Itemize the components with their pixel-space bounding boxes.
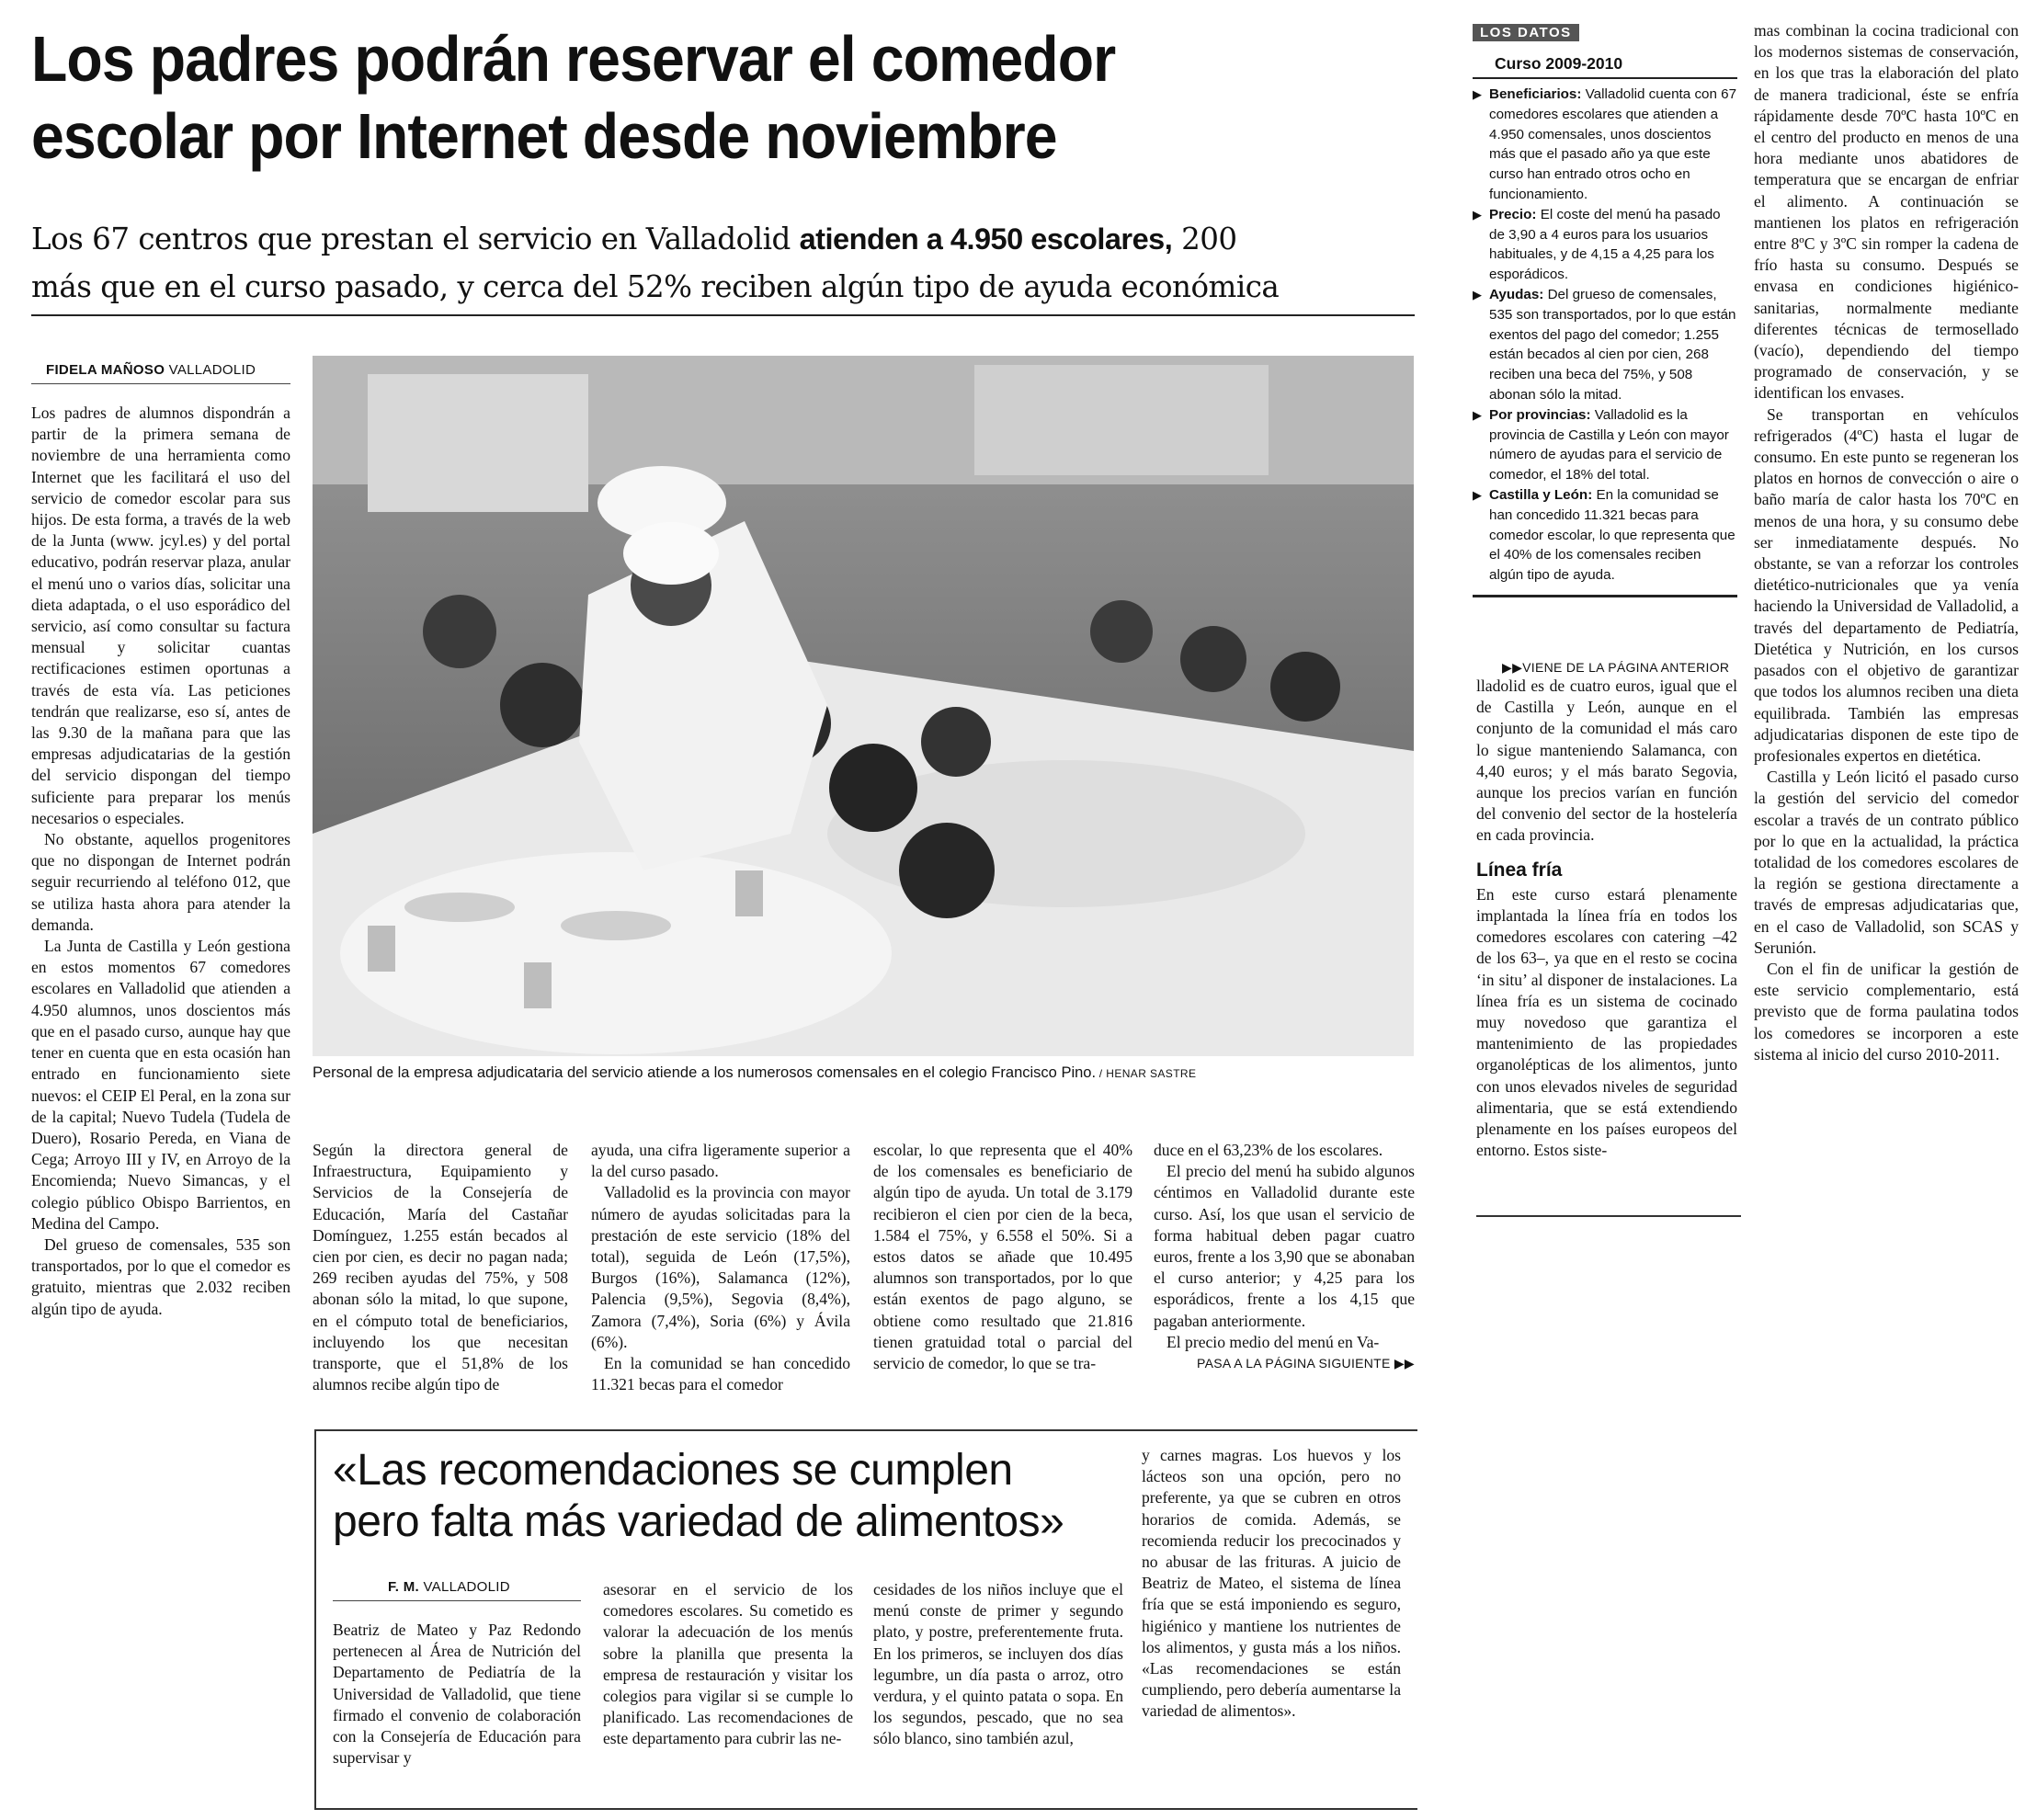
byline-place: VALLADOLID [168, 362, 256, 378]
subhead-line-1-a: Los 67 centros que prestan el servicio en Valladolid [31, 222, 800, 256]
paragraph: lladolid es de cuatro euros, igual que el de Castilla y León, aunque en el conjunto de la comunidad el más caro lo sigue manteniendo Salamanca, con 4,40 euros; y el más barato Segovia, aunque los precios varían en función del convenio del sector de la hostelería en cada provincia. [1476, 677, 1737, 845]
triangle-bullet-icon: ▶ [1473, 207, 1482, 222]
column-1-text [31, 403, 290, 1320]
paragraph: duce en el 63,23% de los escolares. [1154, 1141, 1383, 1159]
article-column-4 [873, 1140, 1132, 1374]
subhead-line-2: más que en el curso pasado, y cerca del 52% reciben algún tipo de ayuda económica [31, 269, 1280, 304]
paragraph: En la comunidad se han concedido 11.321 becas para el comedor [591, 1354, 850, 1394]
photo-caption [313, 1064, 1416, 1082]
triangle-bullet-icon: ▶ [1473, 87, 1482, 101]
caption-text: Personal de la empresa adjudicataria del servicio atiende a los numerosos comensales en el colegio Francisco Pino. [313, 1064, 1097, 1081]
article-column-2 [313, 1140, 568, 1395]
data-item [1473, 285, 1737, 405]
paragraph: cesidades de los niños incluye que el menú conste de primer y segundo plato, y postre, preferentemente fruta. En los primeros, se incluyen dos días legumbre, un día pasta o arroz, otro verdura, y el quinto patata o sopa. En los segundos, pescado, que no sea sólo blanco, sino también azul, [873, 1580, 1123, 1748]
paragraph: No obstante, aquellos progenitores que no dispongan de Internet podrán seguir recurriendo al teléfono 012, que se utiliza hasta ahora para atender la demanda. [31, 830, 290, 934]
paragraph: En este curso estará plenamente implantada la línea fría en todos los comedores escolares con catering –42 de los 63–, ya que en el resto se cocina ‘in situ’ al disponer de instalaciones. La línea fría es un sistema de cocinado muy novedoso que garantiza el mantenimiento de las propiedades organolépticas de los alimentos, junto con unos elevados niveles de seguridad alimentaria, que se está extendiendo plenamente en los países europeos del entorno. Estos siste- [1476, 884, 1737, 1160]
data-item-text: En la comunidad se han concedido 11.321 becas para comedor escolar, lo que representa que el 40% de los comensales reciben algún tipo de ayuda. [1489, 486, 1735, 584]
subhead-line-1-c: 200 [1172, 222, 1237, 256]
paragraph: escolar, lo que representa que el 40% de los comensales es beneficiario de algún tipo de ayuda. Un total de 3.179 recibieron el cien por cien de la beca, 1.584 el 75%, y 6.558 el 50%. Si a estos datos se añade que 10.495 alumnos son transportados, por lo que están exentos de pago alguno, se obtiene como resultado que 21.816 tienen gratuidad total o parcial del servicio de comedor, lo que se tra- [873, 1141, 1132, 1373]
paragraph: El precio medio del menú en Va- [1166, 1332, 1380, 1351]
continued-next-page: PASA A LA PÁGINA SIGUIENTE ▶▶ [1197, 1356, 1415, 1371]
box-byline-author: F. M. [388, 1579, 419, 1595]
paragraph: Beatriz de Mateo y Paz Redondo pertenecen al Área de Nutrición del Departamento de Pediatría de la Universidad de Valladolid, que tiene firmado el convenio de colaboración con la Consejería de Educación para supervisar y [333, 1621, 581, 1768]
quote-line-2: pero falta más variedad de alimentos» [333, 1497, 1064, 1546]
paragraph: ayuda, una cifra ligeramente superior a la del curso pasado. [591, 1141, 850, 1181]
dining-hall-photo-illustration [313, 356, 1414, 1056]
data-sidebar-bottom-rule [1473, 595, 1737, 597]
byline-author: FIDELA MAÑOSO [46, 362, 165, 378]
box-column-2 [603, 1579, 853, 1750]
box-byline-place: VALLADOLID [423, 1579, 510, 1595]
subhead-line-1 [31, 215, 1428, 263]
article-photo [313, 356, 1414, 1056]
data-item [1473, 485, 1737, 586]
photo-credit: / HENAR SASTRE [1096, 1067, 1197, 1080]
data-item [1473, 85, 1737, 205]
paragraph: asesorar en el servicio de los comedores escolares. Su cometido es valorar la adecuación de los menús sobre la planilla que presenta la empresa de restauración y visitar los colegios para vigilar si se cumple lo planificado. Las recomendaciones de este departamento para cubrir las ne- [603, 1580, 853, 1748]
article-column-6 [1476, 660, 1737, 1161]
paragraph: Con el fin de unificar la gestión de este servicio complementario, está previsto que de forma paulatina todos los comedores se incorporen a este sistema al inicio del curso 2010-2011. [1754, 959, 2019, 1064]
article-column-7 [1754, 20, 2019, 1065]
box-column-1-text [333, 1620, 581, 1769]
data-item-label: Beneficiarios: [1489, 86, 1582, 102]
box-column-4 [1142, 1445, 1401, 1723]
subhead-line-1-bold: atienden a 4.950 escolares, [799, 222, 1173, 256]
headline-line-2: escolar por Internet desde noviembre [31, 100, 1057, 172]
article-column-1 [31, 358, 290, 1320]
article-column-5 [1154, 1140, 1415, 1374]
triangle-bullet-icon: ▶ [1473, 487, 1482, 502]
data-item-label: Ayudas: [1489, 286, 1544, 302]
data-item [1473, 405, 1737, 485]
article-column-3 [591, 1140, 850, 1395]
data-item-text: El coste del menú ha pasado de 3,90 a 4 euros para los usuarios habituales, y de 4,15 a 4,25 para los esporádicos. [1489, 206, 1721, 283]
data-item-text: Del grueso de comensales, 535 son transportados, por lo que están exentos del pago del comedor; 1.255 están becados al cien por cien, 268 reciben una beca del 75%, y 508 abonan sólo la mitad. [1489, 286, 1736, 403]
continued-from-previous-page: ▶▶VIENE DE LA PÁGINA ANTERIOR [1502, 660, 1730, 675]
data-sidebar-list [1473, 85, 1737, 586]
box-byline [333, 1575, 581, 1601]
paragraph: Se transportan en vehículos refrigerados (4ºC) hasta el lugar de consumo. En este punto se regeneran los platos en hornos de convección o aire o baño maría de calor hasta los 70ºC en menos de una hora, y su consumo debe ser inmediatamente después. No obstante, se van a reforzar los controles dietético-nutricionales que ya venía haciendo la Universidad de Valladolid, a través del departamento de Pediatría, Dietética y Nutrición, en los cursos pasados con el objetivo de garantizar que todos los alumnos reciben una dieta equilibrada. También las empresas adjudicatarias disponen de este tipo de profesionales expertos en dietética. [1754, 404, 2019, 765]
paragraph: mas combinan la cocina tradicional con los modernos sistemas de conservación, en los que tras la elaboración del plato de manera tradicional, éste se enfría rápidamente desde 70ºC hasta 10ºC en el centro del producto en menos de una hora mediante unos abatidores de temperatura que se encargan de enfriar el alimento. A continuación se mantienen los platos en refrigeración entre 8ºC y 3ºC sin romper la cadena de frío hasta su consumo. Después se envasa en condiciones higiénico-sanitarias, normalmente mediante diferentes técnicas de termosellado (vacío), dependiendo del tiempo programado de conservación, y se identifican los envases. [1754, 21, 2019, 403]
column-6-text [1476, 676, 1737, 1161]
data-item-label: Por provincias: [1489, 406, 1591, 423]
column-6-bottom-rule [1476, 1215, 1741, 1217]
paragraph: Según la directora general de Infraestructura, Equipamiento y Servicios de la Consejería de Educación, María del Castañar Domínguez, 1.255 están becados al cien por cien, es decir no pagan nada; 269 reciben ayudas del 75%, y 508 abonan sólo la mitad, lo que supone, en el cómputo total de beneficiarios, incluyendo los que necesitan transporte, que el 51,8% de los alumnos recibe algún tipo de [313, 1141, 568, 1394]
box-headline-quote [333, 1445, 1142, 1548]
paragraph: La Junta de Castilla y León gestiona en estos momentos 67 comedores escolares en Valladolid que atienden a 4.950 alumnos, unos doscientos más que en el pasado curso, aunque hay que tener en cuenta que en esta ocasión han entrado en funcionamiento siete nuevos: el CEIP El Peral, en la zona sur de la capital; Nuevo Tudela (Tudela de Duero), Rosario Pereda, en Viana de Cega; Arroyo III y IV, en Arroyo de la Encomienda; Nuevo Simancas, y el colegio público Obispo Barrientos, en Medina del Campo. [31, 937, 290, 1233]
data-sidebar [1473, 24, 1737, 597]
subheadline [31, 215, 1428, 311]
byline [31, 358, 290, 384]
paragraph: El precio del menú ha subido algunos céntimos en Valladolid durante este curso. Así, los que usan el servicio de forma habitual deben pagar cuatro euros, frente a los 3,90 que se abonaban el curso anterior; y 4,25 para los esporádicos, frente a los 4,15 que pagaban anteriormente. [1154, 1162, 1415, 1330]
data-item-text: Valladolid es la provincia de Castilla y León con mayor número de ayudas para el servicio de comedor, el 18% del total. [1489, 406, 1729, 483]
data-sidebar-tag: LOS DATOS [1473, 24, 1579, 41]
data-item [1473, 205, 1737, 285]
data-item-label: Castilla y León: [1489, 486, 1593, 503]
box-column-1 [333, 1575, 581, 1769]
paragraph: Del grueso de comensales, 535 son transportados, por lo que el comedor es gratuito, mientras que 2.032 reciben algún tipo de ayuda. [31, 1234, 290, 1318]
box-column-3 [873, 1579, 1123, 1750]
section-subtitle: Línea fría [1476, 859, 1563, 881]
data-item-text: Valladolid cuenta con 67 comedores escolares que atienden a 4.950 comensales, unos doscientos más que el pasado año ya que este curso han entrado otros ocho en funcionamiento. [1489, 86, 1737, 202]
triangle-bullet-icon: ▶ [1473, 287, 1482, 301]
paragraph: Castilla y León licitó el pasado curso la gestión del servicio del comedor escolar a través de un contrato público por lo que en la actualidad, la práctica totalidad de los comedores escolares de la región se gestiona directamente a través de empresas adjudicatarias que, en el caso de Valladolid, son SCAS y Serunión. [1754, 768, 2019, 957]
paragraph: y carnes magras. Los huevos y los lácteos son una opción, pero no preferente, ya que se cubren en otros horarios de comida. Además, se recomienda reducir los precocinados y no abusar de las frituras. A juicio de Beatriz de Mateo, el sistema de línea fría que se está imponiendo es seguro, higiénico y mantiene los nutrientes de los alimentos, y gusta más a los niños. «Las recomendaciones se están cumpliendo, pero debería aumentarse la variedad de alimentos». [1142, 1446, 1401, 1721]
data-item-label: Precio: [1489, 206, 1537, 222]
headline-rule [31, 314, 1415, 316]
headline-line-1: Los padres podrán reservar el comedor [31, 23, 1116, 95]
quote-line-1: «Las recomendaciones se cumplen [333, 1446, 1013, 1495]
paragraph: Los padres de alumnos dispondrán a partir de la primera semana de noviembre de una herramienta como Internet que les facilitará el uso del servicio de comedor escolar para sus hijos. De esta forma, a través de la web de la Junta (www. jcyl.es) y del portal educativo, podrán reservar plaza, anular el menú uno o varios días, solicitar una dieta adaptada, o el uso esporádico del servicio, así como consultar su factura mensual y solicitar cuantas rectificaciones estimen oportunas a través de esta vía. Las peticiones tendrán que realizarse, eso sí, antes de las 9.30 de la mañana para que las empresas adjudicatarias de la gestión del servicio dispongan del tiempo suficiente para preparar los menús necesarios o especiales. [31, 404, 290, 827]
data-sidebar-title: Curso 2009-2010 [1473, 41, 1737, 79]
paragraph: Valladolid es la provincia con mayor número de ayudas solicitadas para la prestación de este servicio (18% del total), seguida de León (17,5%), Burgos (16%), Salamanca (12%), Palencia (9,5%), Segovia (8,4%), Zamora (7,4%), Soria (6%) y Ávila (6%). [591, 1183, 850, 1351]
triangle-bullet-icon: ▶ [1473, 407, 1482, 422]
headline [31, 20, 1316, 175]
